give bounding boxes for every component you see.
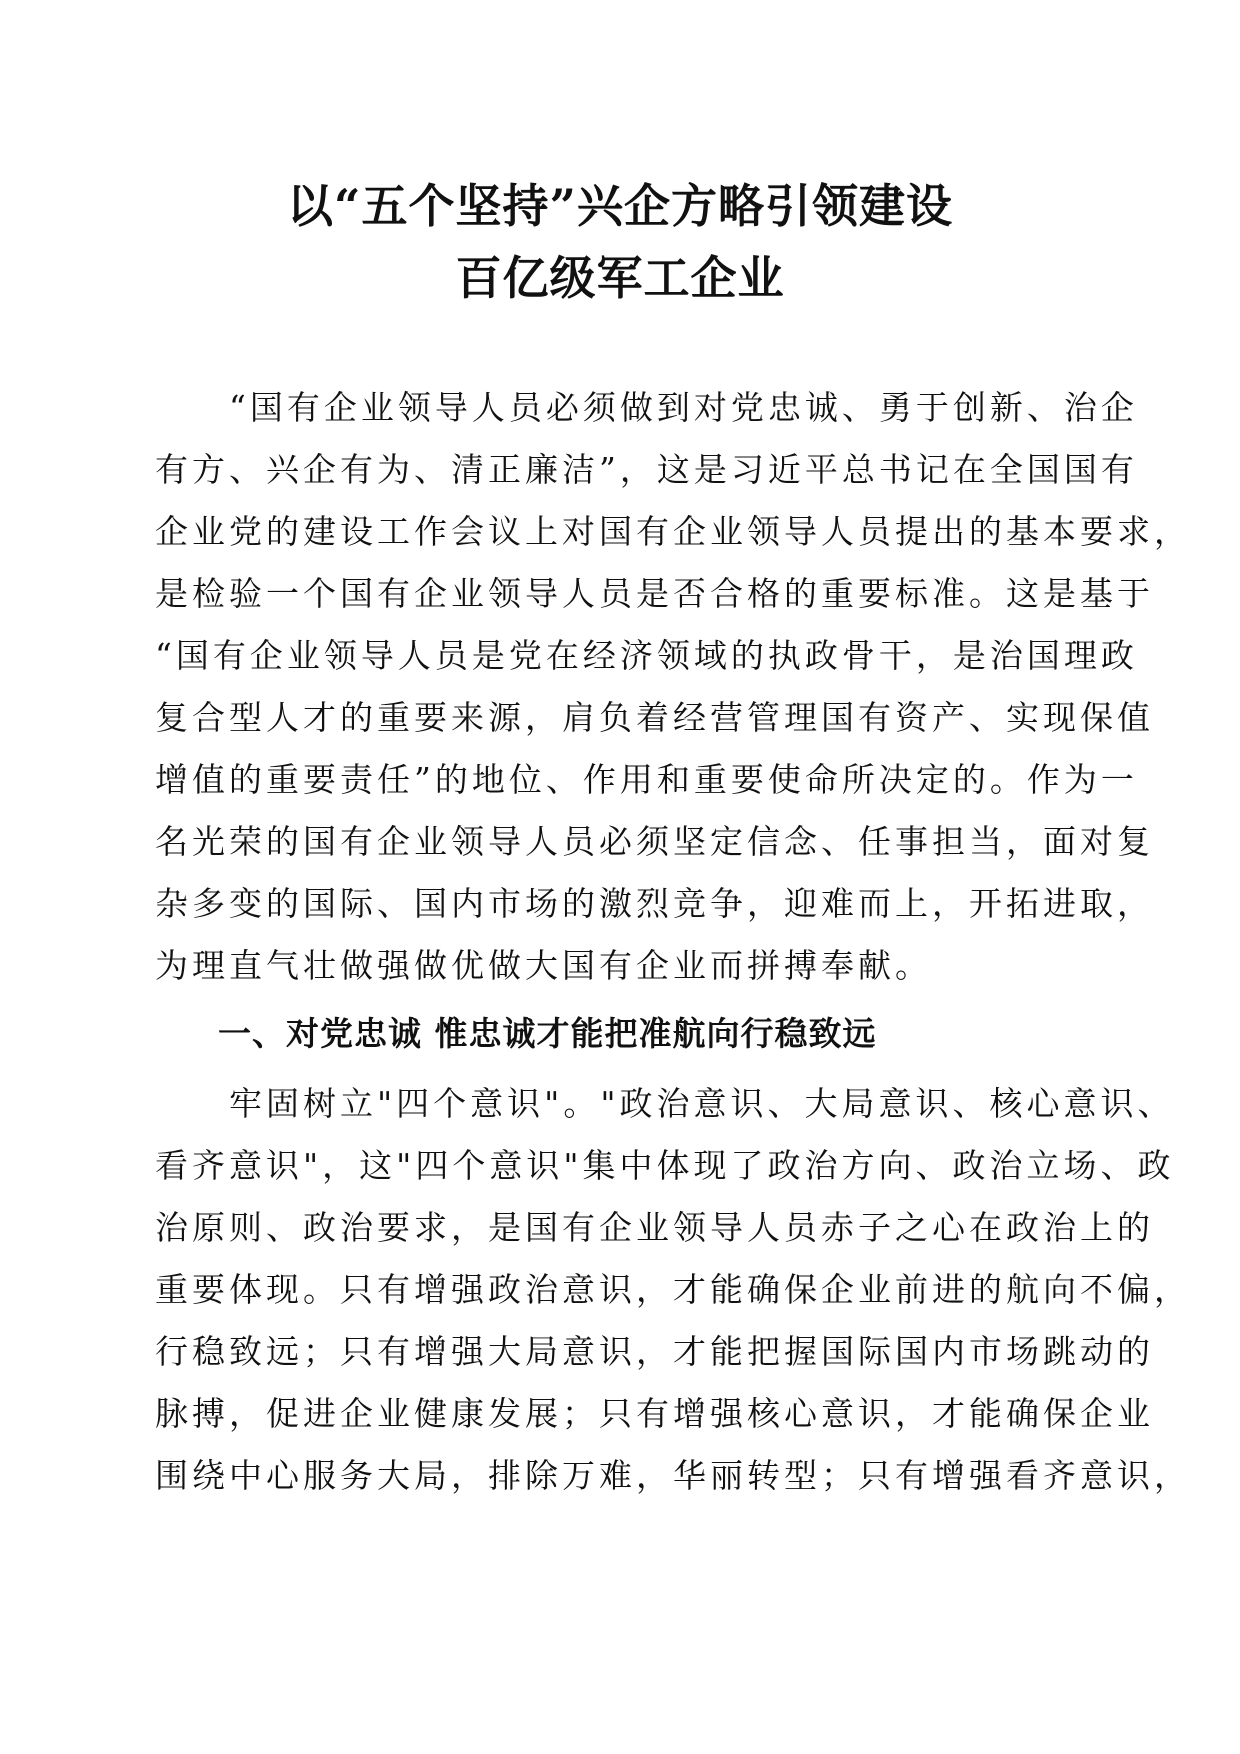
document-title-line-1: 以“五个坚持”兴企方略引领建设 xyxy=(287,179,953,233)
section-line: 看齐意识"，这"四个意识"集中体现了政治方向、政治立场、政 xyxy=(155,1146,1175,1185)
intro-line: 为理直气壮做强做优做大国有企业而拼搏奉献。 xyxy=(155,946,932,985)
section-heading: 一、对党忠诚 惟忠诚才能把准航向行稳致远 xyxy=(218,1014,877,1053)
section-line: 牢固树立"四个意识"。"政治意识、大局意识、核心意识、 xyxy=(155,1084,1175,1123)
intro-line: 复合型人才的重要来源，肩负着经营管理国有资产、实现保值 xyxy=(155,698,1154,737)
intro-line: 有方、兴企有为、清正廉洁”，这是习近平总书记在全国国有 xyxy=(155,450,1138,489)
intro-line: “国有企业领导人员必须做到对党忠诚、勇于创新、治企 xyxy=(155,388,1138,427)
section-line: 脉搏，促进企业健康发展；只有增强核心意识，才能确保企业 xyxy=(155,1394,1154,1433)
intro-line: 名光荣的国有企业领导人员必须坚定信念、任事担当，面对复 xyxy=(155,822,1154,861)
intro-line: 杂多变的国际、国内市场的激烈竞争，迎难而上，开拓进取， xyxy=(155,884,1154,923)
intro-line: “国有企业领导人员是党在经济领域的执政骨干，是治国理政 xyxy=(155,636,1138,675)
section-line: 治原则、政治要求，是国有企业领导人员赤子之心在政治上的 xyxy=(155,1208,1154,1247)
intro-line: 是检验一个国有企业领导人员是否合格的重要标准。这是基于 xyxy=(155,574,1154,613)
intro-line: 企业党的建设工作会议上对国有企业领导人员提出的基本要求， xyxy=(155,512,1191,551)
section-line: 围绕中心服务大局，排除万难，华丽转型；只有增强看齐意识， xyxy=(155,1456,1191,1495)
section-line: 行稳致远；只有增强大局意识，才能把握国际国内市场跳动的 xyxy=(155,1332,1154,1371)
document-title-line-2: 百亿级军工企业 xyxy=(455,251,785,305)
section-line: 重要体现。只有增强政治意识，才能确保企业前进的航向不偏， xyxy=(155,1270,1191,1309)
intro-line: 增值的重要责任”的地位、作用和重要使命所决定的。作为一 xyxy=(155,760,1138,799)
